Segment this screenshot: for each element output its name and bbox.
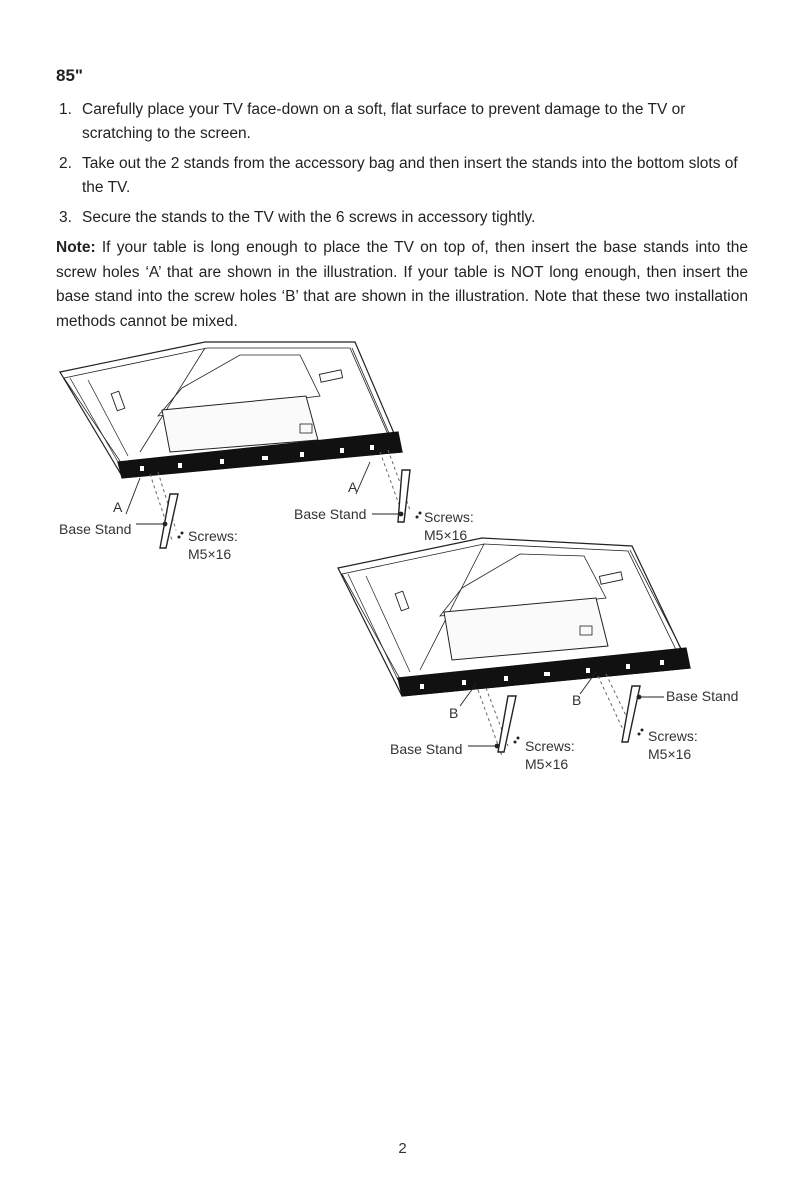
screws-spec-bottom-left: M5×16 bbox=[525, 756, 569, 772]
step-text: Carefully place your TV face-down on a soft, flat surface to prevent damage to the TV or scratching to the screen. bbox=[82, 101, 686, 142]
step-number: 3. bbox=[59, 209, 72, 226]
stand-label-top-right: Base Stand bbox=[294, 506, 367, 522]
hole-label-b-right: B bbox=[572, 692, 582, 708]
section-heading: 85" bbox=[56, 66, 83, 85]
step-text: Take out the 2 stands from the accessory bag and then insert the stands into the bottom slots of the TV. bbox=[82, 155, 738, 196]
hole-label-b-left: B bbox=[449, 705, 459, 721]
screws-spec-bottom-right: M5×16 bbox=[648, 746, 692, 762]
screws-label-top-left: Screws: bbox=[188, 528, 238, 544]
stand-label-top-left: Base Stand bbox=[59, 521, 132, 537]
step-number: 1. bbox=[59, 101, 72, 118]
hole-label-a-left: A bbox=[113, 499, 123, 515]
step-text: Secure the stands to the TV with the 6 screws in accessory tightly. bbox=[82, 209, 536, 226]
screws-label-top-right: Screws: bbox=[424, 509, 474, 525]
note-label: Note: bbox=[56, 239, 96, 256]
screws-label-bottom-right: Screws: bbox=[648, 728, 698, 744]
step-number: 2. bbox=[59, 155, 72, 172]
screws-spec-top-right: M5×16 bbox=[424, 527, 468, 543]
stand-label-bottom-right: Base Stand bbox=[666, 688, 739, 704]
screws-spec-top-left: M5×16 bbox=[188, 546, 232, 562]
hole-label-a-right: A bbox=[348, 479, 358, 495]
stand-label-bottom-left: Base Stand bbox=[390, 741, 463, 757]
page-number: 2 bbox=[398, 1140, 407, 1157]
tv-back-diagram-bottom bbox=[338, 538, 690, 756]
screws-label-bottom-left: Screws: bbox=[525, 738, 575, 754]
note-text: If your table is long enough to place the TV on top of, then insert the base stands into the screw holes ‘A’ that are shown in the illustration. If your table is NOT long enough, then insert the base stand into the screw holes ‘B’ that are shown in the illustration. Note that these two installation methods cannot be mixed. bbox=[56, 239, 748, 330]
